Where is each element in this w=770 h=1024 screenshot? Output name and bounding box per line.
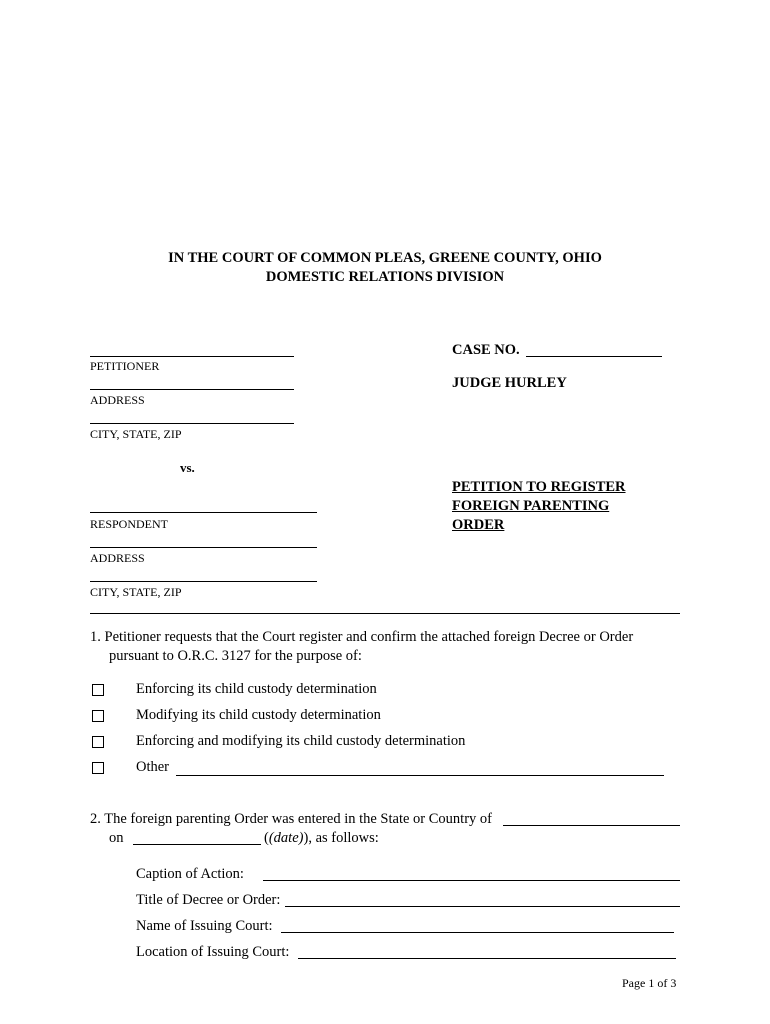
other-checkbox[interactable] (92, 762, 104, 774)
petition-title-line-3: ORDER (452, 517, 505, 533)
respondent-label: RESPONDENT (90, 517, 169, 531)
petition-title-line-1: PETITION TO REGISTER (452, 479, 626, 495)
petitioner-address-label: ADDRESS (90, 393, 145, 407)
petitioner-city-label: CITY, STATE, ZIP (90, 427, 182, 441)
issuing-court-name-field[interactable] (281, 918, 674, 933)
other-option-label: Other (136, 759, 170, 775)
enforcing-option-label: Enforcing its child custody determination (136, 681, 377, 697)
as-follows-label: , as follows: (308, 830, 379, 846)
title-of-decree-field[interactable] (285, 892, 680, 907)
other-purpose-field[interactable] (176, 761, 664, 776)
page-number: Page 1 of 3 (622, 976, 677, 990)
entry-date-field[interactable] (133, 830, 261, 845)
enforcing-and-modifying-checkbox[interactable] (92, 736, 104, 748)
versus-label: vs. (180, 460, 195, 475)
enforcing-and-modifying-option-label: Enforcing and modifying its child custody determination (136, 733, 466, 749)
issuing-court-location-label: Location of Issuing Court: (136, 944, 290, 960)
section-1-text-line-2: pursuant to O.R.C. 3127 for the purpose of: (109, 648, 362, 664)
case-number-field[interactable] (526, 342, 662, 357)
petition-title-line-2: FOREIGN PARENTING (452, 498, 610, 514)
respondent-city-label: CITY, STATE, ZIP (90, 585, 182, 599)
judge-label: JUDGE HURLEY (452, 375, 567, 391)
respondent-city-field[interactable] (90, 567, 317, 582)
case-number-label: CASE NO. (452, 342, 520, 358)
enforcing-checkbox[interactable] (92, 684, 104, 696)
modifying-checkbox[interactable] (92, 710, 104, 722)
issuing-court-location-field[interactable] (298, 944, 676, 959)
petitioner-city-field[interactable] (90, 409, 294, 424)
petitioner-label: PETITIONER (90, 359, 160, 373)
issuing-court-name-label: Name of Issuing Court: (136, 918, 273, 934)
date-caption: ((date)), as follows: (264, 830, 379, 846)
petitioner-name-field[interactable] (90, 342, 294, 357)
on-label: on (109, 830, 124, 846)
respondent-address-label: ADDRESS (90, 551, 145, 565)
state-or-country-field[interactable] (503, 811, 680, 826)
division-heading: DOMESTIC RELATIONS DIVISION (265, 269, 505, 285)
section-divider (90, 613, 680, 614)
petitioner-address-field[interactable] (90, 375, 294, 390)
title-of-decree-label: Title of Decree or Order: (136, 892, 281, 908)
modifying-option-label: Modifying its child custody determination (136, 707, 381, 723)
caption-of-action-field[interactable] (263, 866, 680, 881)
court-heading: IN THE COURT OF COMMON PLEAS, GREENE COUNTY, OHIO (168, 250, 602, 266)
respondent-address-field[interactable] (90, 533, 317, 548)
section-2-text-line-1: 2. The foreign parenting Order was entered in the State or Country of (90, 811, 492, 827)
caption-of-action-label: Caption of Action: (136, 866, 244, 882)
respondent-name-field[interactable] (90, 498, 317, 513)
date-label: (date) (268, 830, 304, 846)
section-1-text-line-1: 1. Petitioner requests that the Court register and confirm the attached foreign Decree or Order (90, 629, 634, 645)
